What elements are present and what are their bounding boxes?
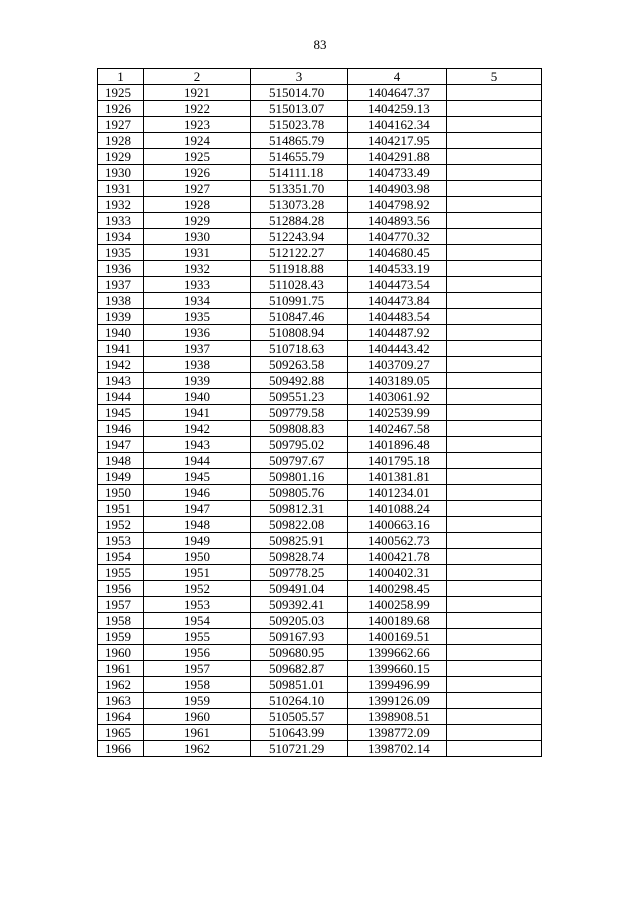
table-cell: 1399662.66 [348, 645, 447, 661]
table-cell: 512884.28 [251, 213, 348, 229]
table-cell: 1946 [98, 421, 144, 437]
table-cell: 1404443.42 [348, 341, 447, 357]
table-cell: 1933 [144, 277, 251, 293]
table-cell: 514655.79 [251, 149, 348, 165]
table-cell [447, 517, 542, 533]
table-cell: 1404473.54 [348, 277, 447, 293]
column-header: 5 [447, 69, 542, 85]
table-cell: 1954 [98, 549, 144, 565]
table-cell: 1404903.98 [348, 181, 447, 197]
table-cell: 1932 [98, 197, 144, 213]
table-cell [447, 229, 542, 245]
table-cell: 1955 [144, 629, 251, 645]
table-cell [447, 117, 542, 133]
table-row [98, 373, 542, 389]
table-cell: 509822.08 [251, 517, 348, 533]
table-cell: 511028.43 [251, 277, 348, 293]
table-cell: 1950 [144, 549, 251, 565]
table-cell: 1961 [144, 725, 251, 741]
table-cell [447, 709, 542, 725]
table-cell: 509851.01 [251, 677, 348, 693]
table-cell: 1925 [98, 85, 144, 101]
column-header: 4 [348, 69, 447, 85]
table-cell: 1400189.68 [348, 613, 447, 629]
table-cell: 1403709.27 [348, 357, 447, 373]
table-cell: 1952 [144, 581, 251, 597]
table-cell: 510808.94 [251, 325, 348, 341]
table-row [98, 325, 542, 341]
table-cell: 1931 [98, 181, 144, 197]
table-cell [447, 325, 542, 341]
table-cell: 1936 [98, 261, 144, 277]
table-cell: 1941 [144, 405, 251, 421]
table-row [98, 597, 542, 613]
table-cell: 512122.27 [251, 245, 348, 261]
table-cell: 510643.99 [251, 725, 348, 741]
table-cell: 510721.29 [251, 741, 348, 757]
table-row [98, 165, 542, 181]
table-row [98, 661, 542, 677]
table-row [98, 549, 542, 565]
coordinates-table [97, 68, 542, 757]
table-cell: 1936 [144, 325, 251, 341]
table-cell: 1934 [98, 229, 144, 245]
table-cell: 1940 [98, 325, 144, 341]
table-cell: 1404162.34 [348, 117, 447, 133]
table-row [98, 709, 542, 725]
table-row [98, 629, 542, 645]
table-cell: 1944 [98, 389, 144, 405]
table-cell: 1399126.09 [348, 693, 447, 709]
table-row [98, 117, 542, 133]
table-cell: 512243.94 [251, 229, 348, 245]
table-cell [447, 485, 542, 501]
table-cell [447, 341, 542, 357]
table-cell: 1958 [144, 677, 251, 693]
table-cell: 1947 [144, 501, 251, 517]
column-header: 3 [251, 69, 348, 85]
table-cell: 1964 [98, 709, 144, 725]
table-cell: 1963 [98, 693, 144, 709]
table-cell: 1947 [98, 437, 144, 453]
table-cell: 510991.75 [251, 293, 348, 309]
table-cell: 1404473.84 [348, 293, 447, 309]
table-cell: 1400402.31 [348, 565, 447, 581]
table-cell: 1942 [98, 357, 144, 373]
table-cell: 1966 [98, 741, 144, 757]
table-cell: 515023.78 [251, 117, 348, 133]
table-cell: 1953 [144, 597, 251, 613]
table-cell [447, 613, 542, 629]
table-cell: 515013.07 [251, 101, 348, 117]
table-cell: 510505.57 [251, 709, 348, 725]
table-cell: 1935 [144, 309, 251, 325]
table-cell [447, 421, 542, 437]
table-cell: 509778.25 [251, 565, 348, 581]
table-cell: 1402539.99 [348, 405, 447, 421]
column-header: 2 [144, 69, 251, 85]
table-cell [447, 373, 542, 389]
table-cell [447, 85, 542, 101]
table-row [98, 197, 542, 213]
table-cell: 1934 [144, 293, 251, 309]
table-cell [447, 245, 542, 261]
table-cell: 1937 [144, 341, 251, 357]
table-cell: 1961 [98, 661, 144, 677]
table-cell: 509167.93 [251, 629, 348, 645]
table-cell: 1404291.88 [348, 149, 447, 165]
table-cell: 1401381.81 [348, 469, 447, 485]
table-cell: 1401896.48 [348, 437, 447, 453]
table-cell [447, 693, 542, 709]
table-cell: 1938 [98, 293, 144, 309]
table-row [98, 741, 542, 757]
table-cell: 1948 [144, 517, 251, 533]
table-cell: 1404733.49 [348, 165, 447, 181]
table-cell: 1946 [144, 485, 251, 501]
table-cell [447, 581, 542, 597]
table-cell [447, 149, 542, 165]
table-row [98, 485, 542, 501]
table-row [98, 357, 542, 373]
table-cell: 1950 [98, 485, 144, 501]
table-cell: 1965 [98, 725, 144, 741]
table-cell: 1931 [144, 245, 251, 261]
table-cell: 1404483.54 [348, 309, 447, 325]
table-cell: 1954 [144, 613, 251, 629]
table-cell: 1948 [98, 453, 144, 469]
table-cell: 1952 [98, 517, 144, 533]
table-cell: 1928 [144, 197, 251, 213]
table-cell: 509492.88 [251, 373, 348, 389]
table-cell: 509801.16 [251, 469, 348, 485]
table-body [98, 85, 542, 757]
table-cell: 1921 [144, 85, 251, 101]
table-cell: 1957 [98, 597, 144, 613]
table-row [98, 533, 542, 549]
table-cell [447, 469, 542, 485]
table-cell: 509808.83 [251, 421, 348, 437]
table-cell [447, 629, 542, 645]
table-cell: 1404487.92 [348, 325, 447, 341]
table-cell: 1957 [144, 661, 251, 677]
table-cell: 1400169.51 [348, 629, 447, 645]
table-cell: 1930 [144, 229, 251, 245]
table-cell: 1940 [144, 389, 251, 405]
table-cell [447, 533, 542, 549]
table-cell: 511918.88 [251, 261, 348, 277]
table-cell: 1937 [98, 277, 144, 293]
table-cell: 1927 [144, 181, 251, 197]
table-row [98, 101, 542, 117]
table-cell: 1932 [144, 261, 251, 277]
table-cell: 1943 [98, 373, 144, 389]
table-cell: 509812.31 [251, 501, 348, 517]
table-cell: 509205.03 [251, 613, 348, 629]
table-cell: 1401234.01 [348, 485, 447, 501]
table-row [98, 677, 542, 693]
table-row [98, 725, 542, 741]
table-cell: 1404259.13 [348, 101, 447, 117]
table-row [98, 293, 542, 309]
table-cell: 1949 [98, 469, 144, 485]
table-cell: 1924 [144, 133, 251, 149]
table-cell: 514111.18 [251, 165, 348, 181]
table-cell [447, 565, 542, 581]
table-cell [447, 549, 542, 565]
page-number: 83 [313, 37, 327, 52]
table-cell: 1959 [144, 693, 251, 709]
table-row [98, 645, 542, 661]
table-cell: 1939 [144, 373, 251, 389]
table-cell: 1945 [98, 405, 144, 421]
table-cell: 513351.70 [251, 181, 348, 197]
table-cell: 1929 [144, 213, 251, 229]
table-cell: 1401088.24 [348, 501, 447, 517]
table-cell [447, 405, 542, 421]
table-cell: 1399660.15 [348, 661, 447, 677]
table-cell: 1398908.51 [348, 709, 447, 725]
table-cell [447, 437, 542, 453]
table-cell: 1956 [144, 645, 251, 661]
table-row [98, 213, 542, 229]
table-cell: 1926 [144, 165, 251, 181]
table-cell: 1953 [98, 533, 144, 549]
table-cell: 1955 [98, 565, 144, 581]
column-header: 1 [98, 69, 144, 85]
table-cell [447, 293, 542, 309]
table-cell: 1399496.99 [348, 677, 447, 693]
table-cell: 1945 [144, 469, 251, 485]
table-row [98, 277, 542, 293]
table-cell: 509491.04 [251, 581, 348, 597]
table-row [98, 309, 542, 325]
table-cell: 1400298.45 [348, 581, 447, 597]
table-cell [447, 645, 542, 661]
table-cell: 1404680.45 [348, 245, 447, 261]
table-cell: 1404647.37 [348, 85, 447, 101]
table-cell: 510264.10 [251, 693, 348, 709]
table-cell [447, 181, 542, 197]
table-row [98, 501, 542, 517]
table-cell: 1938 [144, 357, 251, 373]
table-cell: 1400258.99 [348, 597, 447, 613]
table-cell [447, 453, 542, 469]
table-cell: 510847.46 [251, 309, 348, 325]
table-cell: 1956 [98, 581, 144, 597]
table-cell: 1403061.92 [348, 389, 447, 405]
table-cell: 1923 [144, 117, 251, 133]
table-cell: 1960 [144, 709, 251, 725]
table-cell: 1958 [98, 613, 144, 629]
table-row [98, 565, 542, 581]
table-cell: 1960 [98, 645, 144, 661]
table-cell: 1398772.09 [348, 725, 447, 741]
table-cell [447, 661, 542, 677]
table-cell: 1933 [98, 213, 144, 229]
table-cell [447, 213, 542, 229]
table-cell [447, 277, 542, 293]
table-row [98, 437, 542, 453]
table-cell [447, 197, 542, 213]
table-row [98, 693, 542, 709]
table-cell: 1944 [144, 453, 251, 469]
table-cell: 509795.02 [251, 437, 348, 453]
table-row [98, 421, 542, 437]
table-row [98, 453, 542, 469]
table-row [98, 341, 542, 357]
table-cell: 1404217.95 [348, 133, 447, 149]
table-cell: 1959 [98, 629, 144, 645]
table-cell: 1939 [98, 309, 144, 325]
table-cell: 1922 [144, 101, 251, 117]
table-cell: 509680.95 [251, 645, 348, 661]
table-cell: 1400562.73 [348, 533, 447, 549]
table-cell: 1401795.18 [348, 453, 447, 469]
table-cell [447, 741, 542, 757]
table-cell: 1941 [98, 341, 144, 357]
table-cell: 510718.63 [251, 341, 348, 357]
table-header-row [98, 69, 542, 85]
table-cell: 1928 [98, 133, 144, 149]
table-cell: 1949 [144, 533, 251, 549]
table-cell: 509797.67 [251, 453, 348, 469]
table-cell: 509551.23 [251, 389, 348, 405]
table-cell: 513073.28 [251, 197, 348, 213]
table-cell: 1402467.58 [348, 421, 447, 437]
table-cell: 1404770.32 [348, 229, 447, 245]
table-cell: 1935 [98, 245, 144, 261]
table-cell [447, 261, 542, 277]
table-cell: 1929 [98, 149, 144, 165]
table-cell: 1951 [98, 501, 144, 517]
table-row [98, 181, 542, 197]
table-cell: 1927 [98, 117, 144, 133]
table-cell: 1942 [144, 421, 251, 437]
table-cell: 1400663.16 [348, 517, 447, 533]
table-row [98, 389, 542, 405]
table-row [98, 245, 542, 261]
table-cell [447, 357, 542, 373]
table-cell: 1404893.56 [348, 213, 447, 229]
table-cell: 509263.58 [251, 357, 348, 373]
table-cell: 1926 [98, 101, 144, 117]
table-row [98, 261, 542, 277]
table-cell: 1962 [144, 741, 251, 757]
table-cell: 509825.91 [251, 533, 348, 549]
table-cell: 1404533.19 [348, 261, 447, 277]
table-row [98, 85, 542, 101]
table-cell [447, 677, 542, 693]
table-row [98, 517, 542, 533]
table-cell [447, 725, 542, 741]
table-cell: 509682.87 [251, 661, 348, 677]
table-cell: 1400421.78 [348, 549, 447, 565]
table-cell [447, 101, 542, 117]
table-cell [447, 501, 542, 517]
table-cell: 1403189.05 [348, 373, 447, 389]
table-cell: 514865.79 [251, 133, 348, 149]
table-row [98, 149, 542, 165]
table-cell: 509392.41 [251, 597, 348, 613]
table-cell: 1951 [144, 565, 251, 581]
table-cell: 1962 [98, 677, 144, 693]
table-cell: 1404798.92 [348, 197, 447, 213]
table-cell [447, 165, 542, 181]
table-cell [447, 597, 542, 613]
table-cell: 509779.58 [251, 405, 348, 421]
table-cell: 515014.70 [251, 85, 348, 101]
table-cell: 1943 [144, 437, 251, 453]
table-row [98, 581, 542, 597]
table-cell: 1930 [98, 165, 144, 181]
table-row [98, 133, 542, 149]
table-cell [447, 309, 542, 325]
table-cell: 1925 [144, 149, 251, 165]
table-cell: 509828.74 [251, 549, 348, 565]
table-cell [447, 389, 542, 405]
table-cell: 509805.76 [251, 485, 348, 501]
table-row [98, 613, 542, 629]
table-row [98, 229, 542, 245]
table-cell: 1398702.14 [348, 741, 447, 757]
table-row [98, 469, 542, 485]
table-cell [447, 133, 542, 149]
table-row [98, 405, 542, 421]
